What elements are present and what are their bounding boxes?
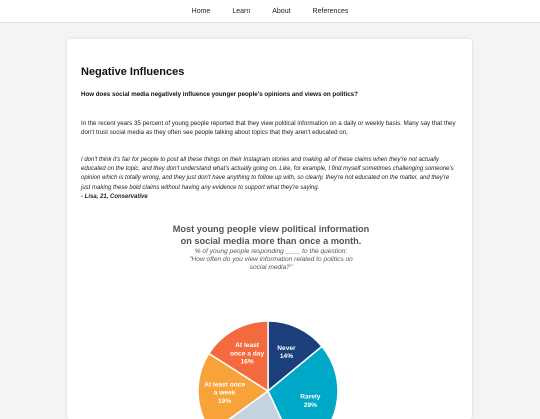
page-title: Negative Influences bbox=[81, 66, 185, 78]
pie-slice-label-line: a week bbox=[213, 389, 236, 397]
pie-infographic bbox=[141, 220, 401, 419]
pie-slice-label-line: At least once bbox=[204, 381, 246, 389]
pie-slice-label-line: 29% bbox=[303, 401, 317, 409]
article-card bbox=[67, 39, 472, 419]
infographic-subtitle-line-3: social media?" bbox=[249, 264, 293, 271]
article-intro: In the recent years 35 percent of young people reported that they view political information on a daily or weekly basis. Many say that they don't trust social media as they often see people talking about topics that they aren't educated on, bbox=[81, 120, 456, 136]
nav-learn-link[interactable]: Learn bbox=[232, 7, 251, 15]
pie-chart bbox=[141, 220, 401, 419]
quote-author: - Lisa, 21, Conservative bbox=[81, 193, 148, 200]
pie-slice-label-line: Never bbox=[277, 344, 296, 352]
pie-slice-label-line: 14% bbox=[279, 353, 294, 361]
infographic-subtitle-line-2: "How often do you view information related to politics on bbox=[189, 256, 353, 263]
pie-slice-label-line: At least bbox=[235, 341, 260, 349]
quote-text: I don't think it's fair for people to post all these things on their Instagram stories and making all of these claims when they're not actually educated on the topic, and they don't understand what's actually going on. Like, for example, I find myself sometimes challenging someone's opinion which is totally wrong, and they just don't have anything to follow up with, so clearly, they're not educated on the matter, and they're just making these bold claims without having any evidence to support what they're saying. bbox=[81, 157, 454, 191]
article-question: How does social media negatively influence younger people's opinions and views on politics? bbox=[81, 91, 358, 98]
infographic-title-line-1: Most young people view political information bbox=[172, 224, 370, 234]
infographic-subtitle-line-1: % of young people responding ____ to the question: bbox=[194, 248, 348, 255]
nav-references-link[interactable]: References bbox=[312, 7, 349, 15]
pie-slice-label-line: once a day bbox=[230, 350, 265, 358]
pie-slice-label-line: 19% bbox=[218, 398, 232, 406]
pie-slice-label-line: Rarely bbox=[300, 393, 321, 401]
nav-home-link[interactable]: Home bbox=[191, 7, 211, 15]
top-navbar bbox=[0, 0, 540, 23]
nav-about-link[interactable]: About bbox=[272, 7, 291, 15]
infographic-title-line-2: on social media more than once a month. bbox=[180, 235, 362, 246]
pie-slice-label-line: 16% bbox=[240, 358, 254, 366]
article-quote bbox=[81, 156, 459, 202]
